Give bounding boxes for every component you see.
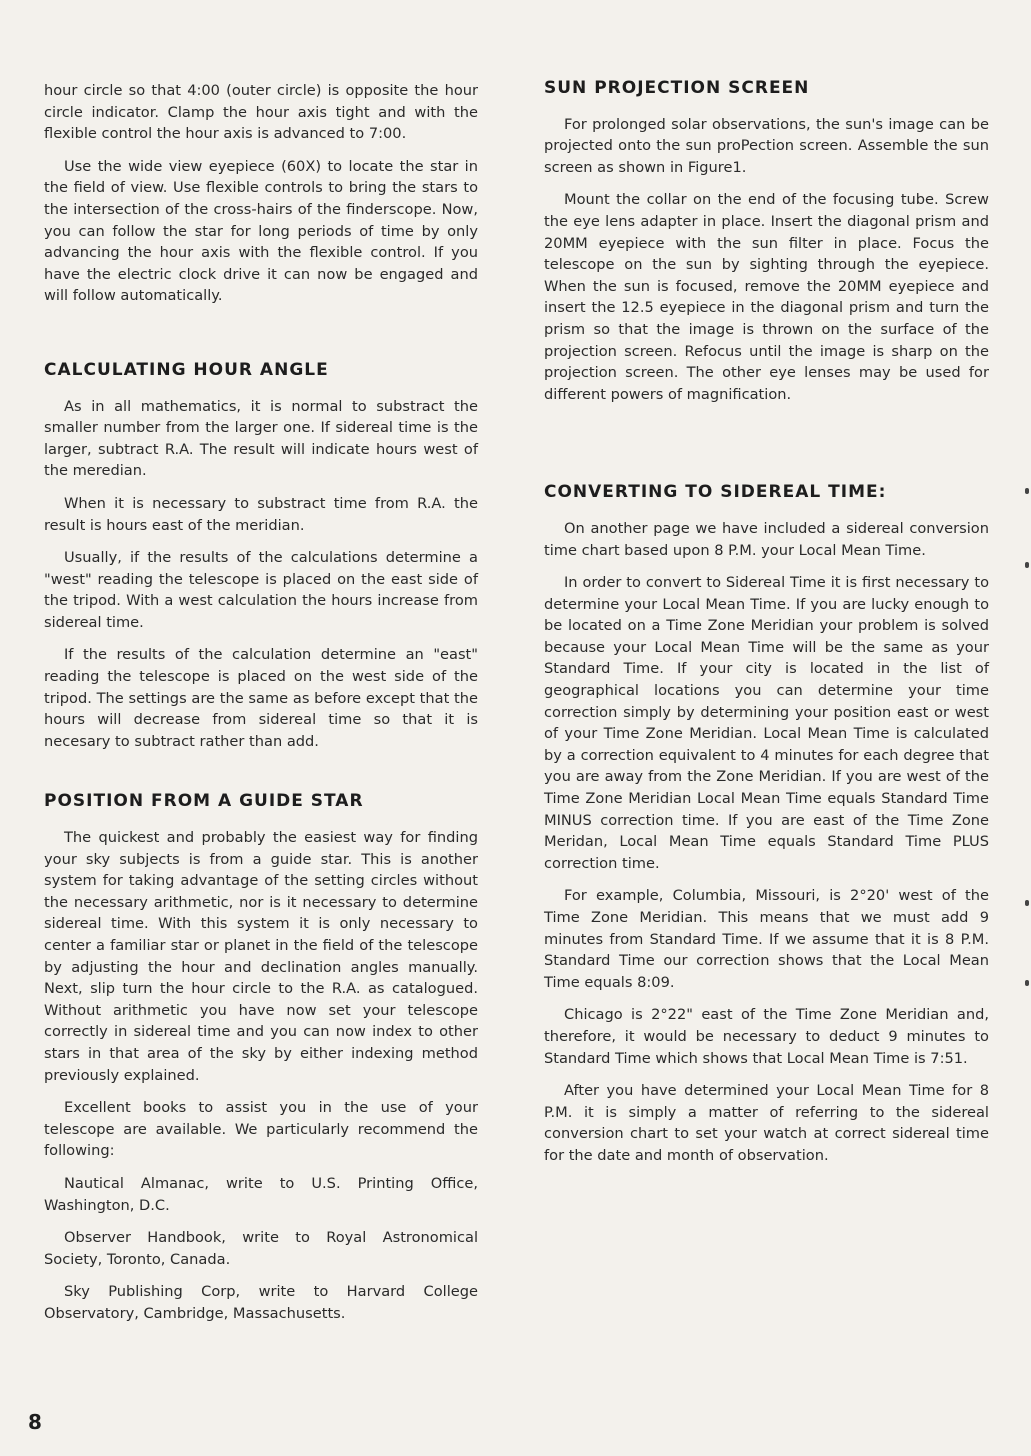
paragraph: hour circle so that 4:00 (outer circle) is opposite the hour circle indicator. Clamp the hour axis tight and with the flexible control the hour axis is advanced to 7:00. (44, 82, 478, 143)
page-number: 8 (28, 1410, 42, 1434)
paragraph: In order to convert to Sidereal Time it is first necessary to determine your Local Mean Time. If you are lucky enough to be located on a Time Zone Meridian your problem is solved because your Local Mean Time will be the same as your Standard Time. If your city is located in the list of geographical locations you can determine your time correction simply by determining your position east or west of your Time Zone Meridian. Local Mean Time is calculated by a correction equivalent to 4 minutes for each degree that you are away from the Zone Meridian. If you are west of the Time Zone Meridian Local Mean Time equals Standard Time MINUS correction time. If you are east of the Time Zone Meridan, Local Mean Time equals Standard Time PLUS correction time. (544, 574, 989, 872)
paragraph: As in all mathematics, it is normal to substract the smaller number from the larger one. If sidereal time is the larger, subtract R.A. The result will indicate hours west of the meredian. (44, 397, 478, 480)
paragraph: On another page we have included a sidereal conversion time chart based upon 8 P.M. your Local Mean Time. (544, 519, 989, 559)
section-heading-calculating-hour-angle: CALCULATING HOUR ANGLE (44, 359, 329, 380)
paragraph: For example, Columbia, Missouri, is 2°20' west of the Time Zone Meridian. This means that we must add 9 minutes from Standard Time. If we assume that it is 8 P.M. Standard Time our correction shows that the Local Mean Time equals 8:09. (544, 887, 989, 991)
paragraph: When it is necessary to substract time from R.A. the result is hours east of the meridian. (44, 494, 478, 534)
reference-item: Sky Publishing Corp, write to Harvard College Observatory, Cambridge, Massachusetts. (44, 1283, 478, 1322)
reference-item: Nautical Almanac, write to U.S. Printing Office, Washington, D.C. (44, 1174, 478, 1214)
paragraph: For prolonged solar observations, the sun's image can be projected onto the sun proPection screen. Assemble the sun screen as shown in Figure1. (544, 115, 989, 176)
paragraph: Excellent books to assist you in the use of your telescope are available. We particularly recommend the following: (44, 1099, 478, 1160)
right-column (544, 78, 989, 1178)
paragraph: If the results of the calculation determine an "east" reading the telescope is placed on the west side of the tripod. The settings are the same as before except that the hours will decrease from sidereal time so that it is necesary to subtract rather than add. (44, 646, 478, 750)
paragraph: Use the wide view eyepiece (60X) to locate the star in the field of view. Use flexible controls to bring the stars to the intersection of the cross-hairs of the finderscope. Now, you can follow the star for long periods of time by only advancing the hour axis with the flexible control. If you have the electric clock drive it can now be engaged and will follow automatically. (44, 157, 478, 305)
paragraph: Chicago is 2°22" east of the Time Zone Meridian and, therefore, it would be necessary to deduct 9 minutes to Standard Time which shows that Local Mean Time is 7:51. (544, 1006, 989, 1067)
scan-edge-mark (1025, 900, 1029, 906)
reference-item: Observer Handbook, write to Royal Astronomical Society, Toronto, Canada. (44, 1229, 478, 1268)
left-column (44, 80, 478, 1336)
section-heading-converting-to-sidereal-time: CONVERTING TO SIDEREAL TIME: (544, 482, 887, 503)
paragraph: After you have determined your Local Mean Time for 8 P.M. it is simply a matter of referring to the sidereal conversion chart to set your watch at correct sidereal time for the date and month of observation. (544, 1082, 989, 1164)
scan-edge-mark (1025, 980, 1029, 986)
section-heading-position-from-guide-star: POSITION FROM A GUIDE STAR (44, 791, 364, 812)
section-heading-sun-projection-screen: SUN PROJECTION SCREEN (544, 78, 810, 98)
scan-edge-mark (1025, 488, 1029, 494)
paragraph: The quickest and probably the easiest way for finding your sky subjects is from a guide star. This is another system for taking advantage of the setting circles without the necessary arithmetic, nor is it necessary to determine sidereal time. With this system it is only necessary to center a familiar star or planet in the field of the telescope by adjusting the hour and declination angles manually. Next, slip turn the hour circle to the R.A. as catalogued. Without arithmetic you have now set your telescope correctly in sidereal time and you can now index to other stars in that area of the sky by either indexing method previously explained. (44, 829, 478, 1084)
paragraph: Usually, if the results of the calculations determine a "west" reading the telescope is placed on the east side of the tripod. With a west calculation the hours increase from sidereal time. (44, 549, 478, 631)
scan-edge-mark (1025, 562, 1029, 568)
paragraph: Mount the collar on the end of the focusing tube. Screw the eye lens adapter in place. Insert the diagonal prism and 20MM eyepiece with the sun filter in place. Focus the telescope on the sun by sighting through the eyepiece. When the sun is focused, remove the 20MM eyepiece and insert the 12.5 eyepiece in the diagonal prism and turn the prism so that the image is thrown on the surface of the projection screen. Refocus until the image is sharp on the projection screen. The other eye lenses may be used for different powers of magnification. (544, 191, 989, 403)
